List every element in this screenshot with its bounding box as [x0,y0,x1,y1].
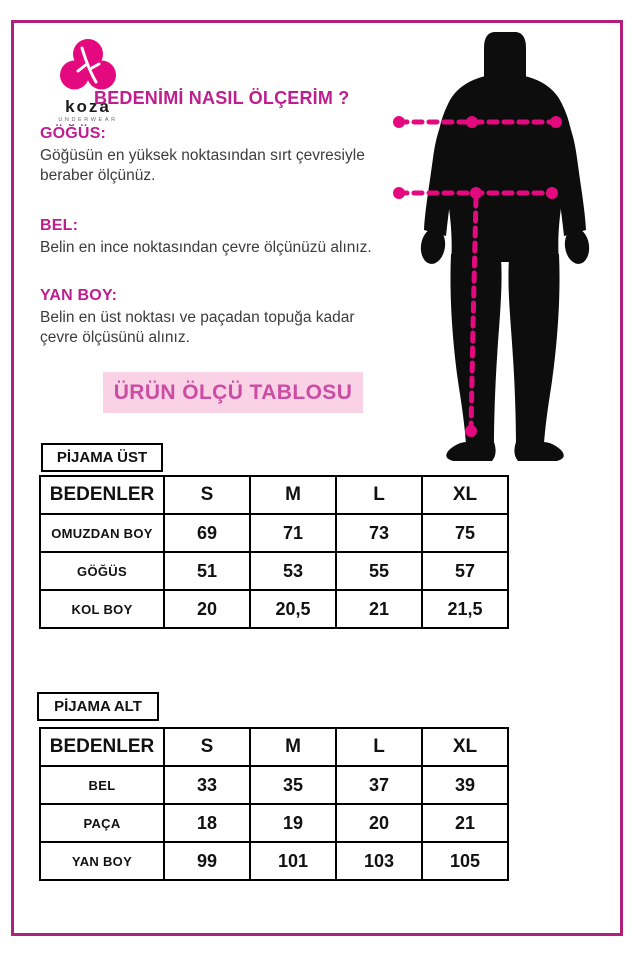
brand-logo [50,38,126,123]
body-silhouette-figure [393,28,625,468]
table-header-cell: BEDENLER [40,728,164,766]
size-table-pijama-ust [39,475,509,629]
value-cell: 69 [164,514,250,552]
section-chest [40,125,396,187]
row-label-cell: OMUZDAN BOY [40,514,164,552]
koza-trefoil-icon [59,38,117,92]
value-cell: 19 [250,804,336,842]
table-header-cell: S [164,728,250,766]
value-cell: 37 [336,766,422,804]
table-row [40,804,508,842]
value-cell: 35 [250,766,336,804]
table-header-cell: M [250,476,336,514]
section-side-length [40,287,396,349]
table-header-row [40,476,508,514]
value-cell: 20,5 [250,590,336,628]
male-silhouette [419,32,592,461]
table-row [40,842,508,880]
section-waist-heading: BEL: [40,217,79,234]
value-cell: 20 [336,804,422,842]
table-header-cell: L [336,476,422,514]
section-waist-body: Belin en ince noktasından çevre ölçünüzü alınız. [40,239,372,256]
section-chest-heading: GÖĞÜS: [40,125,107,142]
value-cell: 71 [250,514,336,552]
table-row [40,514,508,552]
row-label-cell: GÖĞÜS [40,552,164,590]
value-cell: 101 [250,842,336,880]
table-header-cell: L [336,728,422,766]
row-label-cell: BEL [40,766,164,804]
table-header-cell: BEDENLER [40,476,164,514]
value-cell: 18 [164,804,250,842]
table-header-row [40,728,508,766]
value-cell: 73 [336,514,422,552]
logo-brand-name: koza [65,97,111,116]
value-cell: 105 [422,842,508,880]
page-title: BEDENİMİ NASIL ÖLÇERİM ? [94,88,350,108]
section-chest-body: Göğüsün en yüksek noktasından sırt çevresiyle beraber ölçünüz. [40,147,365,185]
section-waist [40,217,396,258]
logo-subtext: UNDERWEAR [58,117,118,123]
size-table-pijama-alt [39,727,509,881]
row-label-cell: PAÇA [40,804,164,842]
value-cell: 103 [336,842,422,880]
value-cell: 51 [164,552,250,590]
value-cell: 57 [422,552,508,590]
value-cell: 99 [164,842,250,880]
row-label-cell: KOL BOY [40,590,164,628]
row-label-cell: YAN BOY [40,842,164,880]
table-row [40,590,508,628]
table-title-pijama-alt: PİJAMA ALT [37,692,159,721]
table-header-cell: XL [422,476,508,514]
table-header-cell: S [164,476,250,514]
value-cell: 75 [422,514,508,552]
value-cell: 21 [336,590,422,628]
value-cell: 33 [164,766,250,804]
section-side-length-body: Belin en üst noktası ve paçadan topuğa kadar çevre ölçüsünü alınız. [40,309,355,347]
value-cell: 21,5 [422,590,508,628]
table-row [40,766,508,804]
value-cell: 39 [422,766,508,804]
size-table-banner: ÜRÜN ÖLÇÜ TABLOSU [103,372,363,413]
section-side-length-heading: YAN BOY: [40,287,118,304]
value-cell: 20 [164,590,250,628]
table-header-cell: M [250,728,336,766]
table-row [40,552,508,590]
value-cell: 21 [422,804,508,842]
value-cell: 55 [336,552,422,590]
table-header-cell: XL [422,728,508,766]
table-title-pijama-ust: PİJAMA ÜST [41,443,163,472]
value-cell: 53 [250,552,336,590]
